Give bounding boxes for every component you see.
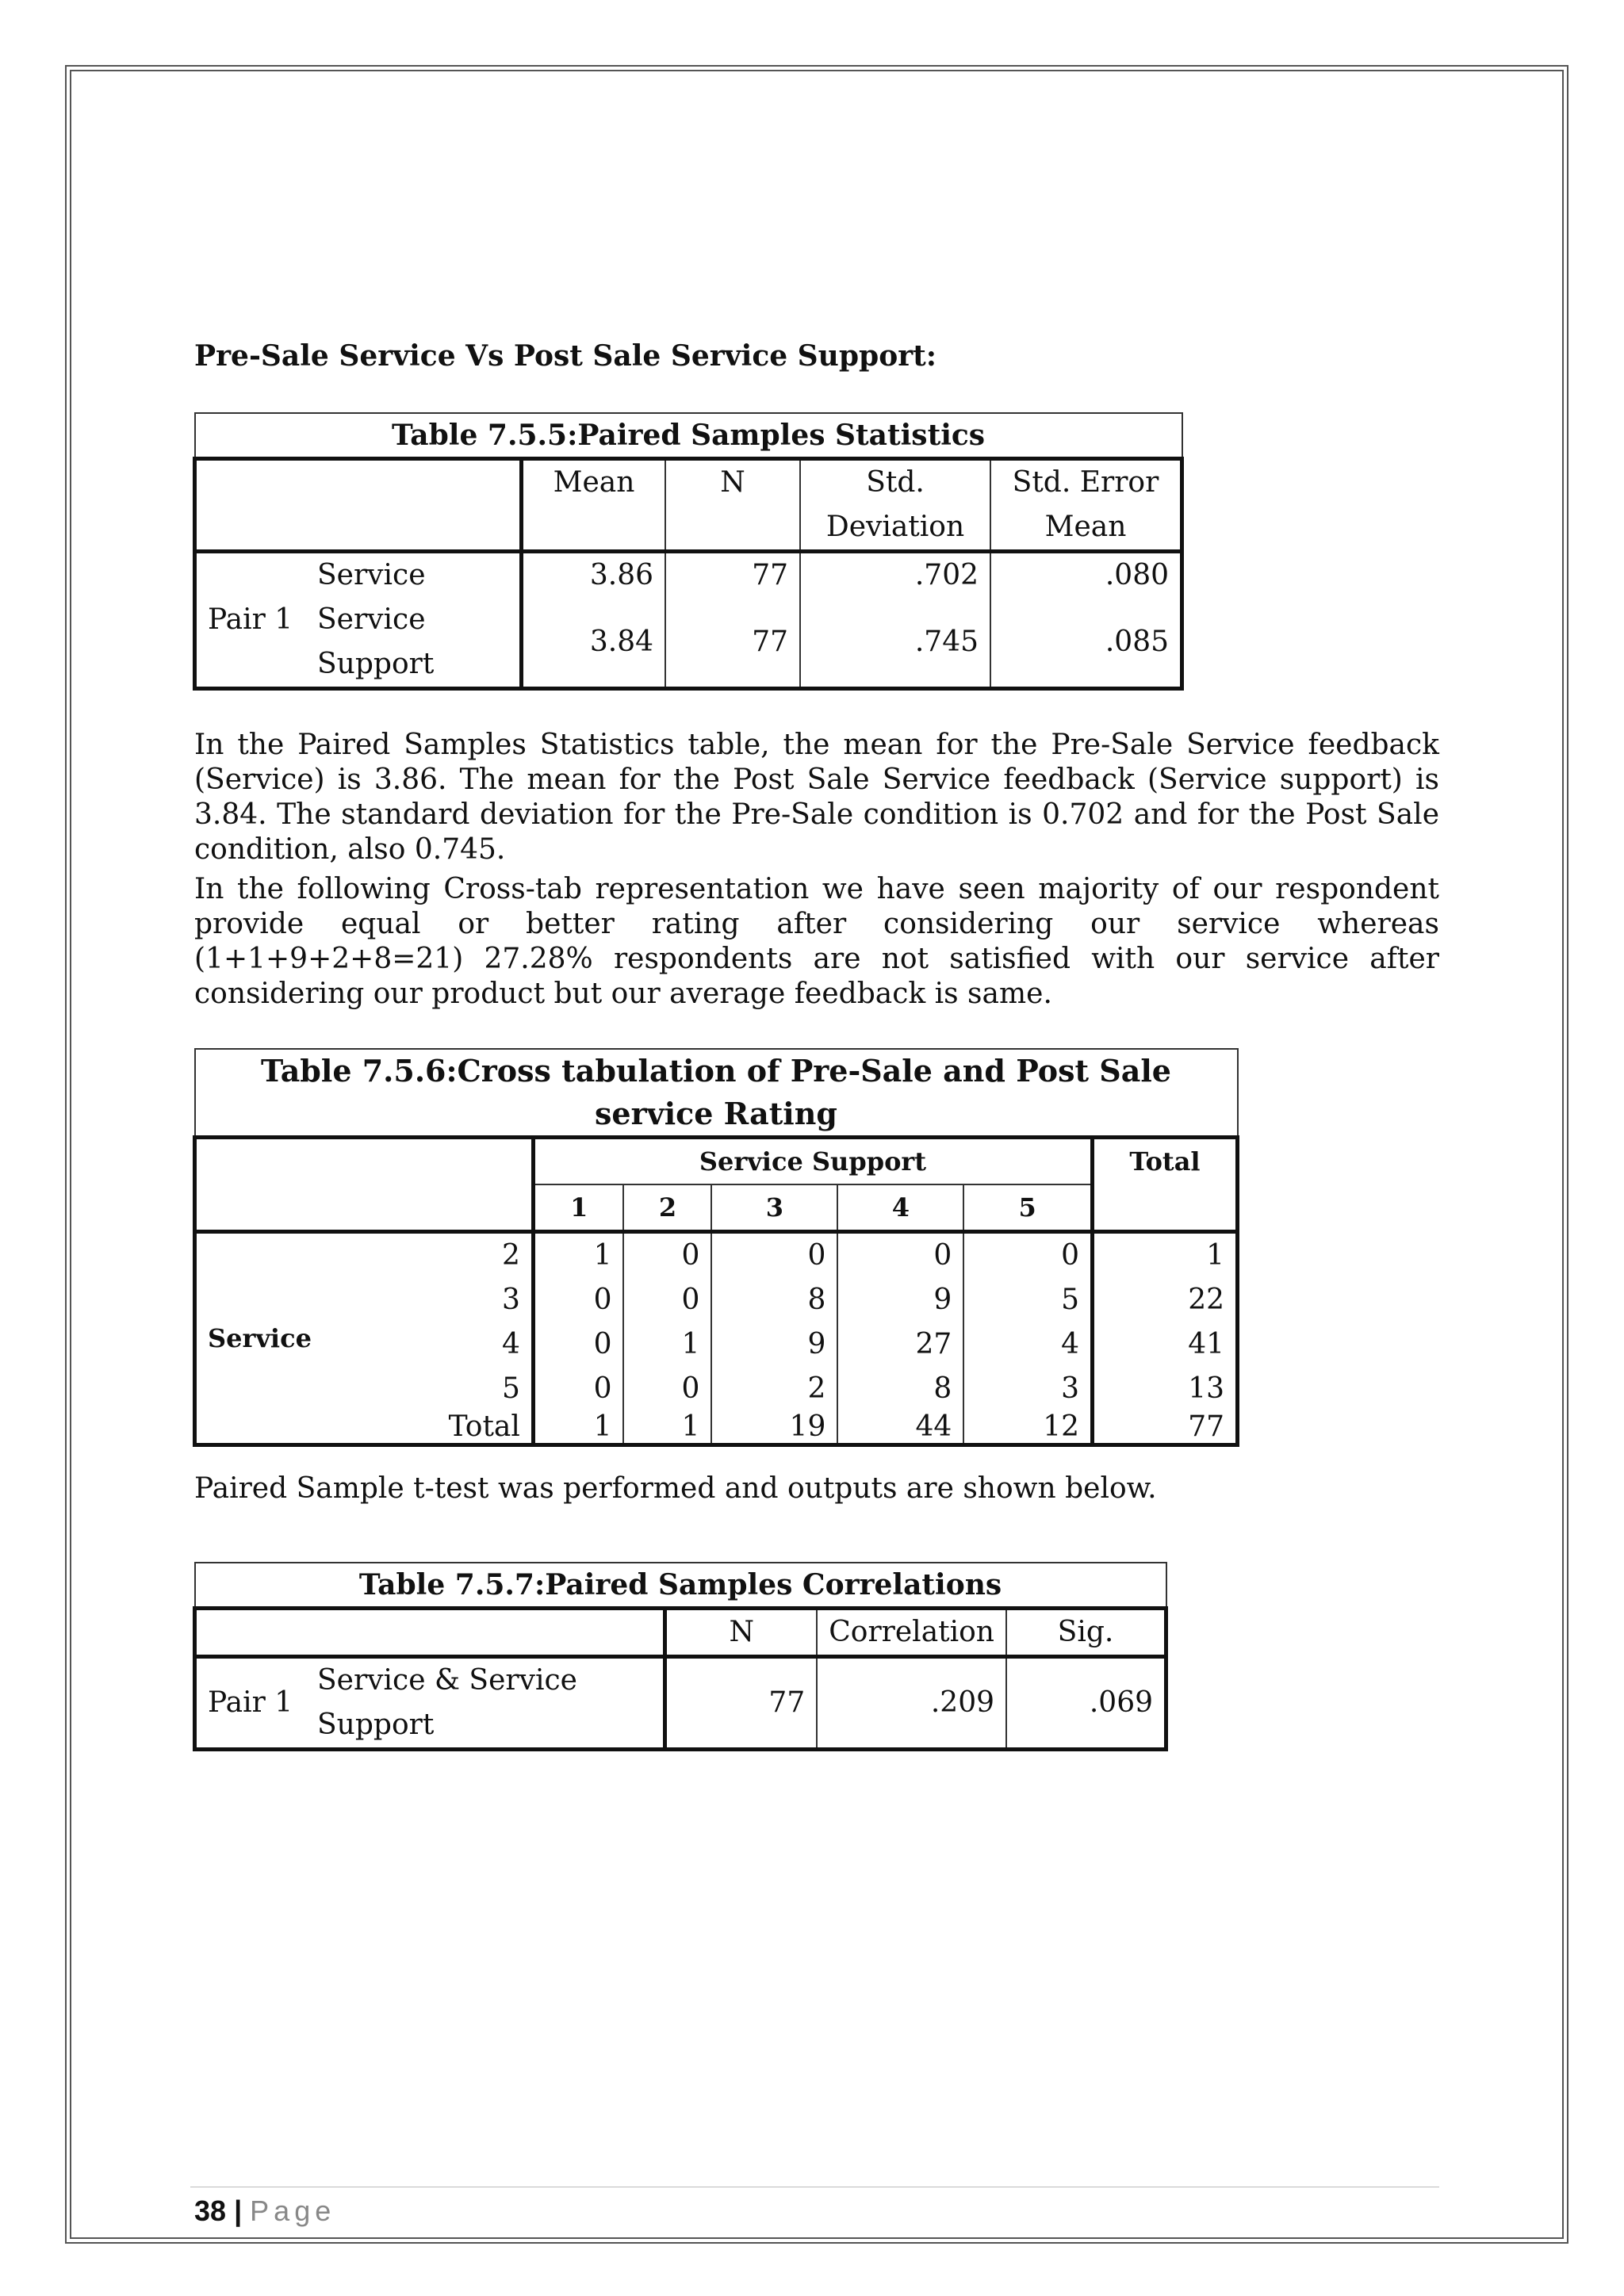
- table-cell: 0: [623, 1232, 711, 1279]
- header-std-error-mean: Std. Error Mean: [990, 459, 1182, 552]
- paired-samples-statistics-table: [193, 412, 1184, 691]
- row-label: Service Support: [306, 598, 522, 689]
- table-row: [195, 1367, 1238, 1411]
- column-header: 3: [711, 1184, 837, 1232]
- row-group-label: Service: [195, 1232, 331, 1445]
- table-cell: 8: [837, 1367, 963, 1411]
- paired-samples-correlations-table: [193, 1562, 1168, 1751]
- cell-correlation: .209: [817, 1657, 1006, 1750]
- paragraph-ttest: Paired Sample t-test was performed and outputs are shown below.: [194, 1472, 1157, 1505]
- total-cell: 12: [963, 1411, 1092, 1445]
- table-cell: 5: [963, 1278, 1092, 1322]
- cell-mean: 3.86: [522, 552, 666, 599]
- header-sig: Sig.: [1006, 1609, 1166, 1657]
- table-row: [195, 1322, 1238, 1367]
- cell-mean: 3.84: [522, 598, 666, 689]
- cell-n: 77: [665, 552, 800, 599]
- table-cell: 8: [711, 1278, 837, 1322]
- table-cell: 1: [623, 1322, 711, 1367]
- column-header: 4: [837, 1184, 963, 1232]
- row-total: 41: [1093, 1322, 1238, 1367]
- table-cell: 1: [533, 1232, 623, 1279]
- table-cell: 27: [837, 1322, 963, 1367]
- footer-separator: |: [234, 2195, 243, 2227]
- cell-n: 77: [665, 1657, 818, 1750]
- page-footer: [194, 2195, 335, 2228]
- page-label: Page: [250, 2195, 336, 2227]
- row-label: Service: [306, 552, 522, 599]
- total-cell: 44: [837, 1411, 963, 1445]
- row-label: 3: [330, 1278, 533, 1322]
- table-cell: 0: [837, 1232, 963, 1279]
- total-header: Total: [1093, 1138, 1238, 1232]
- header-n: N: [665, 459, 800, 552]
- table-cell: 3: [963, 1367, 1092, 1411]
- table-row: [195, 1278, 1238, 1322]
- table-cell: 0: [533, 1278, 623, 1322]
- row-total: 1: [1093, 1232, 1238, 1279]
- service-support-header: Service Support: [533, 1138, 1092, 1185]
- row-label: 2: [330, 1232, 533, 1279]
- cell-std-error: .085: [990, 598, 1182, 689]
- grand-total: 77: [1093, 1411, 1238, 1445]
- table-row: [195, 1232, 1238, 1279]
- header-n: N: [665, 1609, 818, 1657]
- header-correlation: Correlation: [817, 1609, 1006, 1657]
- column-header: 2: [623, 1184, 711, 1232]
- header-std-deviation: Std. Deviation: [800, 459, 990, 552]
- table-caption: Table 7.5.5:Paired Samples Statistics: [195, 413, 1182, 459]
- table-caption: Table 7.5.6:Cross tabulation of Pre-Sale and Post Sale service Rating: [195, 1049, 1238, 1138]
- cell-sig: .069: [1006, 1657, 1166, 1750]
- paragraph-statistics: In the Paired Samples Statistics table, the mean for the Pre-Sale Service feedback (Service) is 3.86. The mean for the Post Sale Service feedback (Service support) is 3.84. The standard deviation for the Pre-Sale condition is 0.702 and for the Post Sale condition, also 0.745.: [194, 729, 1439, 866]
- pair-label: Pair 1: [195, 1657, 307, 1750]
- table-cell: 4: [963, 1322, 1092, 1367]
- cell-std-deviation: .702: [800, 552, 990, 599]
- row-total: 22: [1093, 1278, 1238, 1322]
- total-cell: 1: [533, 1411, 623, 1445]
- row-label: Service & Service Support: [306, 1657, 665, 1750]
- pair-label: Pair 1: [195, 552, 307, 689]
- total-cell: 19: [711, 1411, 837, 1445]
- cell-std-deviation: .745: [800, 598, 990, 689]
- cell-n: 77: [665, 598, 800, 689]
- total-row-label: Total: [330, 1411, 533, 1445]
- row-label: 5: [330, 1367, 533, 1411]
- column-header: 1: [533, 1184, 623, 1232]
- section-heading: Pre-Sale Service Vs Post Sale Service Support:: [194, 339, 937, 373]
- table-caption: Table 7.5.7:Paired Samples Correlations: [195, 1563, 1166, 1609]
- table-cell: 0: [533, 1322, 623, 1367]
- total-row: [195, 1411, 1238, 1445]
- table-cell: 9: [837, 1278, 963, 1322]
- table-cell: 0: [623, 1278, 711, 1322]
- crosstab-table: [193, 1048, 1239, 1447]
- column-header: 5: [963, 1184, 1092, 1232]
- row-label: 4: [330, 1322, 533, 1367]
- table-cell: 9: [711, 1322, 837, 1367]
- row-total: 13: [1093, 1367, 1238, 1411]
- paragraph-crosstab: In the following Cross-tab representation we have seen majority of our respondent provide equal or better rating after considering our service whereas (1+1+9+2+8=21) 27.28% respondents are not satisfied with our service after considering our product but our average feedback is same.: [194, 873, 1439, 1010]
- table-cell: 0: [623, 1367, 711, 1411]
- header-mean: Mean: [522, 459, 666, 552]
- table-cell: 0: [963, 1232, 1092, 1279]
- page-number: 38: [194, 2195, 227, 2227]
- cell-std-error: .080: [990, 552, 1182, 599]
- table-cell: 0: [711, 1232, 837, 1279]
- table-cell: 0: [533, 1367, 623, 1411]
- total-cell: 1: [623, 1411, 711, 1445]
- table-cell: 2: [711, 1367, 837, 1411]
